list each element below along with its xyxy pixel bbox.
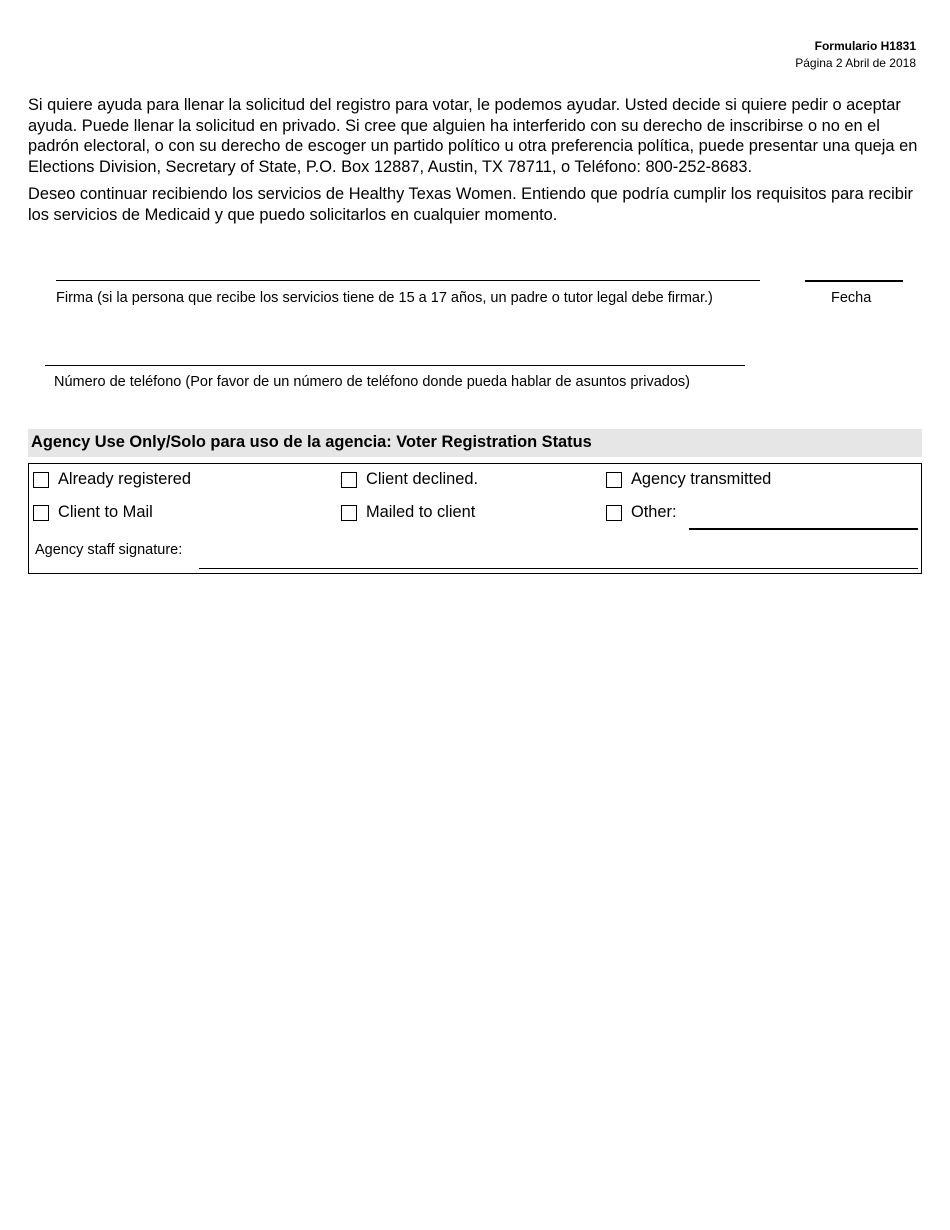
checkbox-label: Mailed to client bbox=[366, 503, 476, 521]
checkbox-mailed-to-client[interactable] bbox=[341, 503, 475, 522]
checkbox-label: Other: bbox=[631, 503, 677, 521]
form-id: Formulario H1831 bbox=[814, 39, 916, 53]
voter-help-paragraph: Si quiere ayuda para llenar la solicitud del registro para votar, le podemos ayudar. Usted decide si quiere pedir o aceptar ayuda. Puede llenar la solicitud en privado. Si cree que alguien ha interferido con su derecho de inscribirse o no en el padrón electoral, o con su derecho de escoger un partido político u otra preferencia política, puede presentar una queja en Elections Division, Secretary of State, P.O. Box 12887, Austin, TX 78711, o Teléfono: 800-252-8683. bbox=[28, 96, 918, 176]
checkbox-other[interactable] bbox=[606, 503, 677, 522]
checkbox-icon[interactable] bbox=[606, 472, 622, 488]
checkbox-icon[interactable] bbox=[341, 472, 357, 488]
staff-signature-line[interactable] bbox=[199, 568, 918, 569]
checkbox-label: Agency transmitted bbox=[631, 470, 772, 488]
checkbox-already-registered[interactable] bbox=[33, 470, 191, 489]
checkbox-icon[interactable] bbox=[33, 505, 49, 521]
signature-caption: Firma (si la persona que recibe los servicios tiene de 15 a 17 años, un padre o tutor legal debe firmar.) bbox=[56, 290, 713, 306]
phone-caption: Número de teléfono (Por favor de un número de teléfono donde pueda hablar de asuntos privados) bbox=[54, 374, 691, 390]
agency-heading: Agency Use Only/Solo para uso de la agencia: Voter Registration Status bbox=[28, 429, 922, 457]
checkbox-icon[interactable] bbox=[606, 505, 622, 521]
checkbox-label: Client declined. bbox=[366, 470, 479, 488]
checkbox-label: Already registered bbox=[58, 470, 192, 488]
checkbox-label: Client to Mail bbox=[58, 503, 153, 521]
date-caption: Fecha bbox=[831, 290, 872, 306]
checkbox-icon[interactable] bbox=[33, 472, 49, 488]
form-header bbox=[795, 38, 916, 72]
staff-signature-label: Agency staff signature: bbox=[35, 542, 183, 558]
agency-status-box bbox=[28, 463, 922, 574]
checkbox-agency-transmitted[interactable] bbox=[606, 470, 771, 489]
page-info: Página 2 Abril de 2018 bbox=[795, 56, 916, 70]
checkbox-client-to-mail[interactable] bbox=[33, 503, 153, 522]
signature-line[interactable] bbox=[56, 280, 760, 281]
date-line[interactable] bbox=[805, 280, 903, 282]
htw-continuation-paragraph: Deseo continuar recibiendo los servicios de Healthy Texas Women. Entiendo que podría cumplir los requisitos para recibir los servicios de Medicaid y que puedo solicitarlos en cualquier momento. bbox=[28, 185, 913, 224]
phone-line[interactable] bbox=[45, 365, 745, 366]
checkbox-client-declined[interactable] bbox=[341, 470, 478, 489]
checkbox-icon[interactable] bbox=[341, 505, 357, 521]
other-specify-line[interactable] bbox=[689, 528, 918, 530]
